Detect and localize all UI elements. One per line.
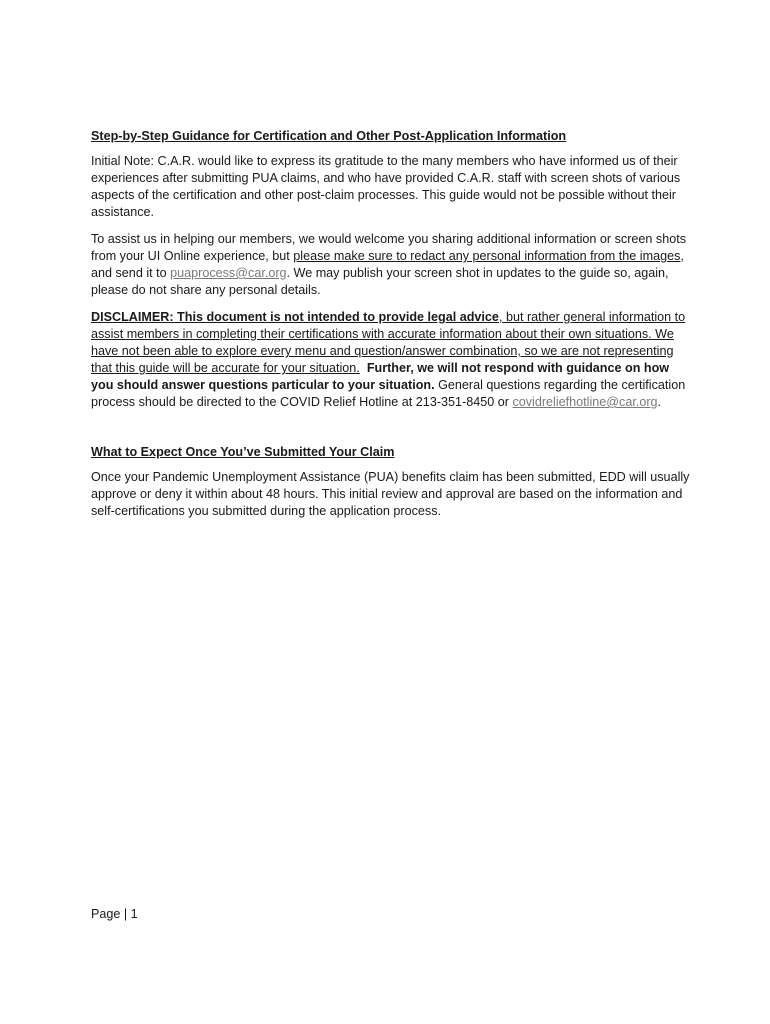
intro-paragraph: Initial Note: C.A.R. would like to express its gratitude to the many members who have informed us of their experiences after submitting PUA claims, and who have provided C.A.R. staff with screen shots of various aspects of the certification and other post-claim processes. This guide would not be possible without their assistance.	[91, 154, 681, 219]
disclaimer-spacer	[360, 361, 367, 375]
page-footer: Page | 1	[91, 907, 138, 921]
document-body	[91, 128, 691, 530]
disclaimer-label: DISCLAIMER: This document is not intended to provide legal advice	[91, 310, 499, 324]
assist-text-2: , and send it to	[91, 249, 684, 280]
assist-text-3: . We may publish your screen shot in updates to the guide so, again, please do not share any personal details.	[91, 266, 669, 297]
section-spacer	[91, 421, 691, 444]
disclaimer-bold-text: Further, we will not respond with guidance on how you should answer questions particular to your situation.	[91, 361, 670, 392]
assist-redact-note: please make sure to redact any personal information from the images	[293, 249, 681, 263]
hotline-email-link[interactable]: covidreliefhotline@car.org	[512, 395, 658, 409]
disclaimer-end: .	[657, 395, 662, 409]
section2-title: What to Expect Once You’ve Submitted Your Claim	[91, 445, 395, 459]
section2-paragraph: Once your Pandemic Unemployment Assistance (PUA) benefits claim has been submitted, EDD will usually approve or deny it within about 48 hours. This initial review and approval are based on the information and self-certifications you submitted during the application process.	[91, 470, 690, 518]
puaprocess-email-link[interactable]: puaprocess@car.org	[170, 266, 287, 280]
disclaimer-paragraph	[91, 309, 691, 411]
assist-paragraph	[91, 231, 691, 299]
document-title: Step-by-Step Guidance for Certification and Other Post-Application Information	[91, 129, 567, 143]
disclaimer-underlined-text: , but rather general information to assist members in completing their certifications with accurate information about their own situations. We have not been able to explore every menu and question/answer combination, so we are not representing that this guide will be accurate for your situation.	[91, 310, 686, 375]
disclaimer-normal-text: General questions regarding the certification process should be directed to the COVID Relief Hotline at 213-351-8450 or	[91, 378, 686, 409]
assist-text-1: To assist us in helping our members, we would welcome you sharing additional information or screen shots from your UI Online experience, but	[91, 232, 686, 263]
